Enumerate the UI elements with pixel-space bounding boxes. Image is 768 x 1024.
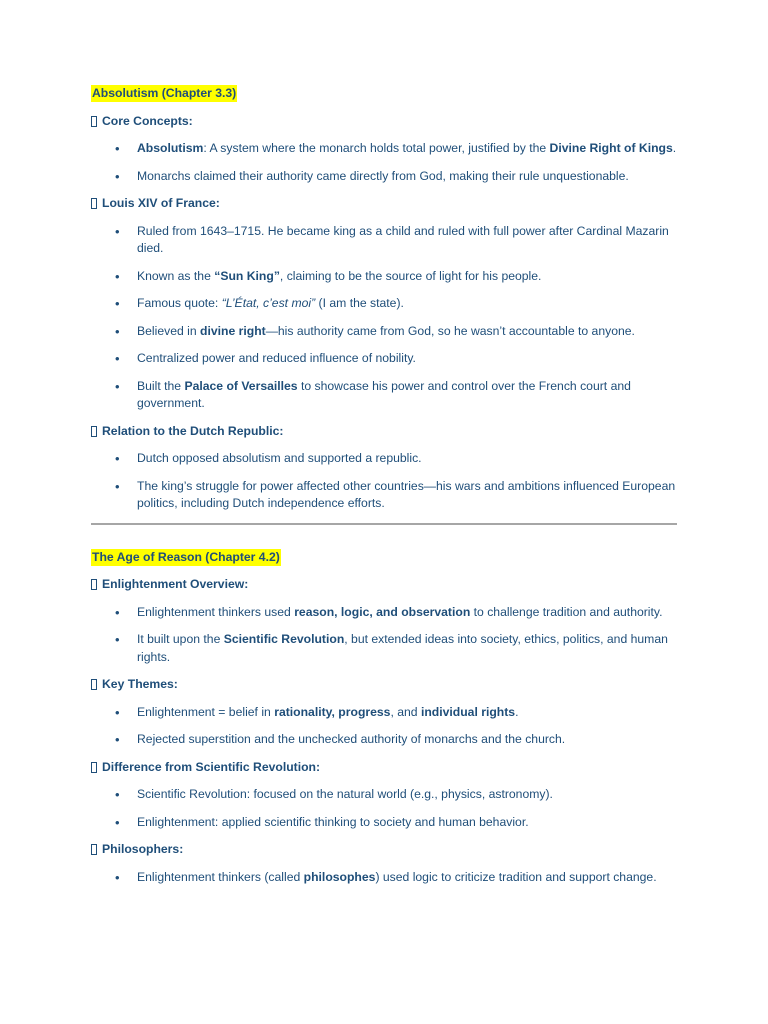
body-text: : A system where the monarch holds total power, justified by the	[203, 141, 550, 155]
bold-text: “Sun King”	[214, 268, 280, 283]
box-icon	[91, 116, 97, 127]
subsection-heading	[91, 113, 677, 131]
body-text: ) used logic to criticize tradition and support change.	[375, 869, 657, 884]
list-item	[91, 378, 677, 413]
subsection-heading	[91, 195, 677, 213]
document-section	[91, 85, 677, 513]
bullet-icon: •	[115, 478, 120, 494]
body-text: Known as the	[137, 268, 215, 283]
subsection-heading	[91, 841, 677, 859]
list-item	[91, 168, 677, 186]
list-item	[91, 223, 677, 258]
box-icon	[91, 426, 97, 437]
body-text: It built upon the	[137, 632, 224, 646]
subsection-heading-text: Core Concepts:	[102, 113, 193, 128]
bullet-icon: •	[115, 732, 120, 747]
body-text: .	[672, 141, 677, 155]
list-item	[91, 323, 677, 341]
subsection-heading	[91, 759, 677, 777]
body-text: Enlightenment = belief in	[137, 704, 275, 719]
document-page	[91, 85, 677, 886]
chapter-heading: The Age of Reason (Chapter 4.2)	[92, 549, 280, 564]
body-text: to challenge tradition and authority.	[470, 604, 663, 619]
bold-text: Absolutism	[137, 141, 204, 155]
bullet-icon: •	[115, 168, 120, 184]
body-text: Scientific Revolution: focused on the natural world (e.g., physics, astronomy).	[137, 787, 553, 801]
bold-text: individual rights	[420, 704, 516, 719]
bullet-list	[91, 450, 677, 513]
chapter-heading-row	[91, 549, 677, 567]
bullet-list	[91, 786, 677, 831]
list-item	[91, 295, 677, 313]
list-item	[91, 350, 677, 368]
bullet-icon: •	[115, 451, 120, 466]
list-item	[91, 604, 677, 622]
bullet-icon: •	[115, 632, 120, 647]
bold-text: Divine Right of Kings	[549, 141, 673, 155]
list-item	[91, 140, 677, 158]
box-icon	[91, 844, 97, 855]
subsection-heading	[91, 676, 677, 694]
list-item	[91, 268, 677, 286]
bullet-icon: •	[115, 704, 120, 720]
bullet-icon: •	[115, 296, 120, 311]
list-item	[91, 814, 677, 832]
body-text: Centralized power and reduced influence of nobility.	[137, 351, 416, 365]
horizontal-divider	[91, 523, 677, 525]
chapter-heading-row	[91, 85, 677, 103]
bullet-icon: •	[115, 604, 120, 620]
body-text: Ruled from 1643–1715. He became king as a child and ruled with full power after Cardinal Mazarin died.	[137, 223, 669, 255]
list-item	[91, 869, 677, 887]
box-icon	[91, 679, 97, 690]
list-item	[91, 704, 677, 722]
body-text: Enlightenment thinkers used	[137, 604, 295, 619]
bold-text: Scientific Revolution	[223, 632, 345, 646]
bold-text: rationality, progress	[274, 704, 391, 719]
bullet-list	[91, 223, 677, 413]
body-text: , but extended ideas into society, ethics, politics, and human rights.	[137, 632, 668, 664]
body-text: Monarchs claimed their authority came directly from God, making their rule unquestionable.	[137, 168, 629, 183]
subsection-heading-text: Philosophers:	[102, 842, 184, 856]
box-icon	[91, 198, 97, 209]
chapter-heading: Absolutism (Chapter 3.3)	[92, 86, 237, 100]
bold-text: divine right	[200, 323, 266, 338]
list-item	[91, 478, 677, 513]
subsection-heading	[91, 423, 677, 441]
body-text: to showcase his power and control over the French court and government.	[137, 378, 631, 410]
body-text: Enlightenment thinkers (called	[137, 869, 304, 884]
subsection-heading-text: Louis XIV of France:	[102, 196, 220, 210]
bullet-icon: •	[115, 787, 120, 802]
bullet-list	[91, 704, 677, 749]
body-text: , claiming to be the source of light for his people.	[279, 268, 542, 283]
bullet-icon: •	[115, 378, 120, 394]
bullet-icon: •	[115, 223, 120, 239]
body-text: The king’s struggle for power affected other countries—his wars and ambitions influenced European politics, including Dutch independence efforts.	[137, 478, 676, 510]
box-icon	[91, 762, 97, 773]
body-text: (I am the state).	[315, 296, 404, 310]
bold-text: Palace of Versailles	[184, 378, 298, 393]
body-text: Enlightenment: applied scientific thinking to society and human behavior.	[137, 814, 529, 829]
subsection-heading-text: Enlightenment Overview:	[102, 577, 249, 591]
bullet-icon: •	[115, 814, 120, 830]
subsection-heading	[91, 576, 677, 594]
bullet-icon: •	[115, 141, 120, 156]
body-text: , and	[390, 704, 421, 719]
body-text: Famous quote:	[137, 296, 222, 310]
bold-text: philosophes	[303, 869, 376, 884]
bullet-list	[91, 869, 677, 887]
body-text: Dutch opposed absolutism and supported a republic.	[137, 451, 422, 465]
body-text: Built the	[137, 378, 185, 393]
body-text: Believed in	[137, 323, 201, 338]
subsection-heading-text: Key Themes:	[102, 677, 178, 691]
body-text: .	[515, 704, 519, 719]
subsection-heading-text: Difference from Scientific Revolution:	[102, 759, 321, 774]
bullet-icon: •	[115, 268, 120, 284]
bullet-icon: •	[115, 351, 120, 366]
box-icon	[91, 579, 97, 590]
bullet-icon: •	[115, 869, 120, 885]
bullet-list	[91, 604, 677, 667]
bullet-icon: •	[115, 323, 120, 339]
list-item	[91, 450, 677, 468]
list-item	[91, 631, 677, 666]
bullet-list	[91, 140, 677, 185]
body-text: —his authority came from God, so he wasn’t accountable to anyone.	[265, 323, 635, 338]
document-section	[91, 549, 677, 887]
subsection-heading-text: Relation to the Dutch Republic:	[102, 423, 284, 438]
italic-text: “L’État, c’est moi”	[221, 296, 316, 310]
body-text: Rejected superstition and the unchecked authority of monarchs and the church.	[137, 732, 566, 746]
list-item	[91, 731, 677, 749]
bold-text: reason, logic, and observation	[294, 604, 471, 619]
list-item	[91, 786, 677, 804]
